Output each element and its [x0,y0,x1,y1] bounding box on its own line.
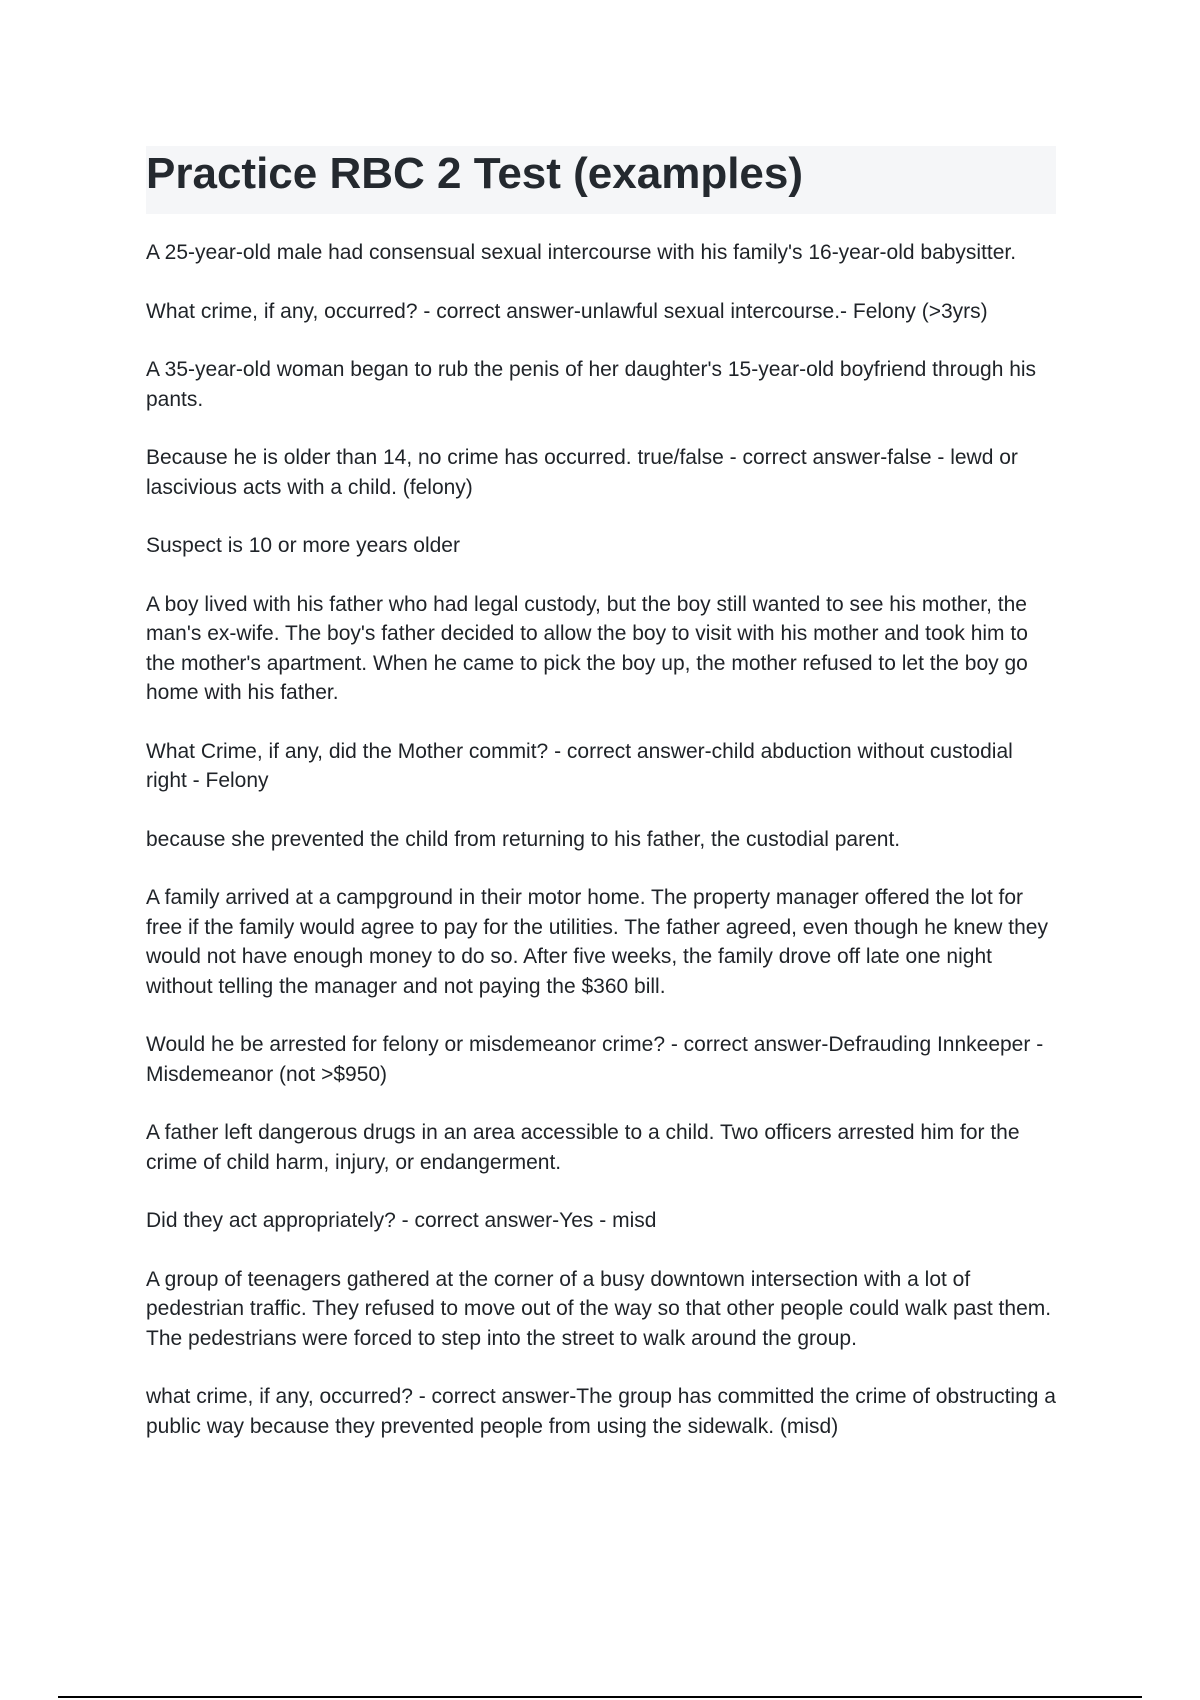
paragraph-13: A group of teenagers gathered at the corner of a busy downtown intersection with a lot of pedestrian traffic. They refused to move out of the way so that other people could walk past them. The pedestrians were forced to step into the street to walk around the group. [146,1267,1052,1350]
paragraph-8: because she prevented the child from returning to his father, the custodial parent. [146,827,901,851]
paragraph-2: What crime, if any, occurred? - correct answer-unlawful sexual intercourse.- Felony (>3yrs) [146,299,988,323]
paragraph-3: A 35-year-old woman began to rub the penis of her daughter's 15-year-old boyfriend through his pants. [146,358,1037,411]
paragraph-6: A boy lived with his father who had legal custody, but the boy still wanted to see his mother, the man's ex-wife. The boy's father decided to allow the boy to visit with his mother and took him to the mother's apartment. When he came to pick the boy up, the mother refused to let the boy go home with his father. [146,592,1028,704]
paragraph-5: Suspect is 10 or more years older [146,534,460,557]
paragraph-7: What Crime, if any, did the Mother commit? - correct answer-child abduction without custodial right - Felony [146,739,1013,792]
paragraph-12: Did they act appropriately? - correct answer-Yes - misd [146,1209,657,1232]
paragraph-14: what crime, if any, occurred? - correct answer-The group has committed the crime of obstructing a public way because they prevented people from using the sidewalk. (misd) [146,1385,1056,1438]
paragraph-9: A family arrived at a campground in their motor home. The property manager offered the lot for free if the family would agree to pay for the utilities. The father agreed, even though he knew they would not have enough money to do so. After five weeks, the family drove off late one night without telling the manager and not paying the $360 bill. [146,886,1048,998]
page-title: Practice RBC 2 Test (examples) [146,149,804,198]
paragraph-10: Would he be arrested for felony or misdemeanor crime? - correct answer-Defrauding Innkeeper - Misdemeanor (not >$950) [146,1033,1044,1086]
paragraph-1: A 25-year-old male had consensual sexual intercourse with his family's 16-year-old babysitter. [146,241,1017,264]
document-body [146,238,1056,1470]
footer-divider [58,1696,1142,1698]
paragraph-4: Because he is older than 14, no crime has occurred. true/false - correct answer-false - lewd or lascivious acts with a child. (felony) [146,446,1018,499]
paragraph-11: A father left dangerous drugs in an area accessible to a child. Two officers arrested him for the crime of child harm, injury, or endangerment. [146,1121,1020,1174]
